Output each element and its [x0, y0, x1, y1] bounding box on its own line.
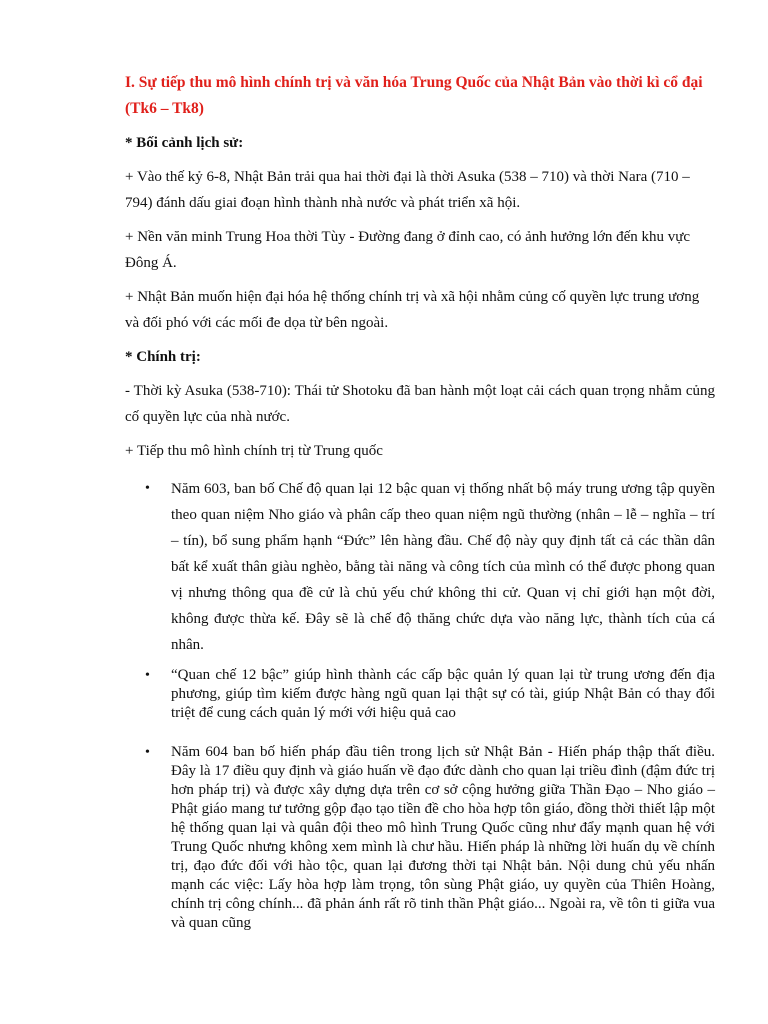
document-body	[125, 70, 715, 933]
bullet-marker: •	[145, 745, 150, 760]
document-title: I. Sự tiếp thu mô hình chính trị và văn hóa Trung Quốc của Nhật Bản vào thời kì cổ đại (Tk6 – Tk8)	[125, 74, 703, 117]
list-item	[125, 666, 715, 723]
paragraph-context-2: + Nền văn minh Trung Hoa thời Tùy - Đường đang ở đỉnh cao, có ảnh hưởng lớn đến khu vực Đông Á.	[125, 229, 691, 271]
section-heading-historical-context: * Bối cảnh lịch sử:	[125, 135, 244, 151]
list-item	[125, 743, 715, 933]
bullet-marker: •	[145, 668, 150, 683]
section-heading-politics: * Chính trị:	[125, 349, 201, 365]
list-item-text: Năm 603, ban bố Chế độ quan lại 12 bậc quan vị thống nhất bộ máy trung ương tập quyền theo quan niệm Nho giáo và phân cấp theo quan niệm ngũ thường (nhân – lễ – nghĩa – trí – tín), bổ sung phẩm hạnh “Đức” lên hàng đầu. Chế độ này quy định tất cả các thần dân bất kể xuất thân giàu nghèo, bằng tài năng và công tích của mình có thể được phong quan vị nhưng thông qua đề cử là chủ yếu chứ không thi cử. Quan vị chỉ giới hạn một đời, không được thừa kế. Đây sẽ là chế độ thăng chức dựa vào năng lực, thành tích của cá nhân.	[171, 481, 715, 653]
list-item-text: “Quan chế 12 bậc” giúp hình thành các cấp bậc quản lý quan lại từ trung ương đến địa phương, giúp tìm kiếm được hàng ngũ quan lại thật sự có tài, giúp Nhật Bản có thay đổi triệt để cung cách quản lý mới với hiệu quả cao	[171, 667, 715, 721]
paragraph-context-3: + Nhật Bản muốn hiện đại hóa hệ thống chính trị và xã hội nhằm củng cố quyền lực trung ương và đối phó với các mối đe dọa từ bên ngoài.	[125, 289, 700, 331]
bullet-list	[125, 476, 715, 933]
paragraph-context-1: + Vào thế kỷ 6-8, Nhật Bản trải qua hai thời đại là thời Asuka (538 – 710) và thời Nara (710 – 794) đánh dấu giai đoạn hình thành nhà nước và phát triển xã hội.	[125, 169, 690, 211]
list-item-text: Năm 604 ban bố hiến pháp đầu tiên trong lịch sử Nhật Bản - Hiến pháp thập thất điều. Đây là 17 điều quy định và giáo huấn về đạo đức dành cho quan lại triều đình (đậm đức trị hơn pháp trị) và được xây dựng dựa trên cơ sở cộng hưởng giữa Thần Đạo – Nho giáo – Phật giáo mang tư tưởng gộp đạo tạo tiền đề cho hòa hợp tôn giáo, đồng thời thiết lập một hệ thống quan lại và quân đội theo mô hình Trung Quốc cũng như đẩy mạnh quan hệ với Trung Quốc nhưng không xem mình là chư hầu. Hiến pháp là những lời huấn dụ về chính trị, đạo đức đối với hào tộc, quan lại đương thời tại Nhật bản. Nội dung chủ yếu nhấn mạnh các việc: Lấy hòa hợp làm trọng, tôn sùng Phật giáo, uy quyền của Thiên Hoàng, chính trị công chính... đã phản ánh rất rõ tinh thần Phật giáo... Ngoài ra, về tôn ti giữa vua và quan cũng	[171, 744, 715, 931]
bullet-marker: •	[145, 481, 150, 496]
list-item	[125, 476, 715, 658]
paragraph-political-model: + Tiếp thu mô hình chính trị từ Trung quốc	[125, 443, 383, 459]
paragraph-asuka-reform: - Thời kỳ Asuka (538-710): Thái tử Shotoku đã ban hành một loạt cải cách quan trọng nhằm củng cố quyền lực của nhà nước.	[125, 383, 715, 425]
